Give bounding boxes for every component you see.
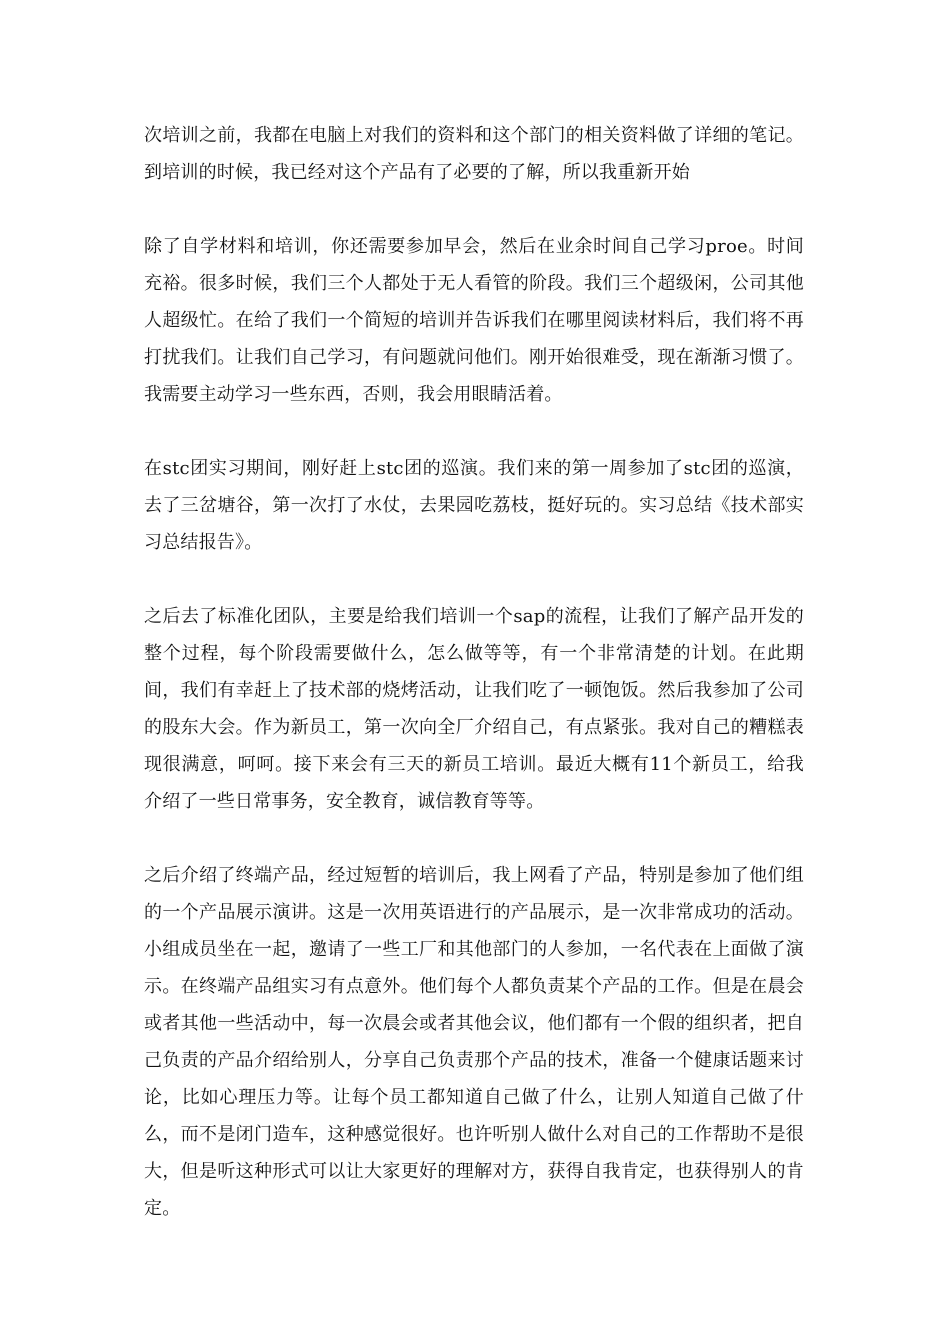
document-body bbox=[144, 117, 804, 1227]
paragraph-2: 除了自学材料和培训，你还需要参加早会，然后在业余时间自己学习proe。时间充裕。很多时候，我们三个人都处于无人看管的阶段。我们三个超级闲，公司其他人超级忙。在给了我们一个简短的培训并告诉我们在哪里阅读材料后，我们将不再打扰我们。让我们自己学习，有问题就问他们。刚开始很难受，现在渐渐习惯了。我需要主动学习一些东西，否则，我会用眼睛活着。 bbox=[144, 236, 804, 405]
paragraph-5: 之后介绍了终端产品，经过短暂的培训后，我上网看了产品，特别是参加了他们组的一个产品展示演讲。这是一次用英语进行的产品展示，是一次非常成功的活动。小组成员坐在一起，邀请了一些工厂和其他部门的人参加，一名代表在上面做了演示。在终端产品组实习有点意外。他们每个人都负责某个产品的工作。但是在晨会或者其他一些活动中，每一次晨会或者其他会议，他们都有一个假的组织者，把自己负责的产品介绍给别人，分享自己负责那个产品的技术，准备一个健康话题来讨论，比如心理压力等。让每个员工都知道自己做了什么，让别人知道自己做了什么，而不是闭门造车，这种感觉很好。也许听别人做什么对自己的工作帮助不是很大，但是听这种形式可以让大家更好的理解对方，获得自我肯定，也获得别人的肯定。 bbox=[144, 865, 804, 1219]
paragraph-3: 在stc团实习期间，刚好赶上stc团的巡演。我们来的第一周参加了stc团的巡演，去了三岔塘谷，第一次打了水仗，去果园吃荔枝，挺好玩的。实习总结《技术部实习总结报告》。 bbox=[144, 458, 804, 553]
paragraph-1: 次培训之前，我都在电脑上对我们的资料和这个部门的相关资料做了详细的笔记。到培训的时候，我已经对这个产品有了必要的了解，所以我重新开始 bbox=[144, 125, 804, 183]
paragraph-4: 之后去了标准化团队，主要是给我们培训一个sap的流程，让我们了解产品开发的整个过程，每个阶段需要做什么，怎么做等等，有一个非常清楚的计划。在此期间，我们有幸赶上了技术部的烧烤活动，让我们吃了一顿饱饭。然后我参加了公司的股东大会。作为新员工，第一次向全厂介绍自己，有点紧张。我对自己的糟糕表现很满意，呵呵。接下来会有三天的新员工培训。最近大概有11个新员工，给我介绍了一些日常事务，安全教育，诚信教育等等。 bbox=[144, 606, 804, 812]
